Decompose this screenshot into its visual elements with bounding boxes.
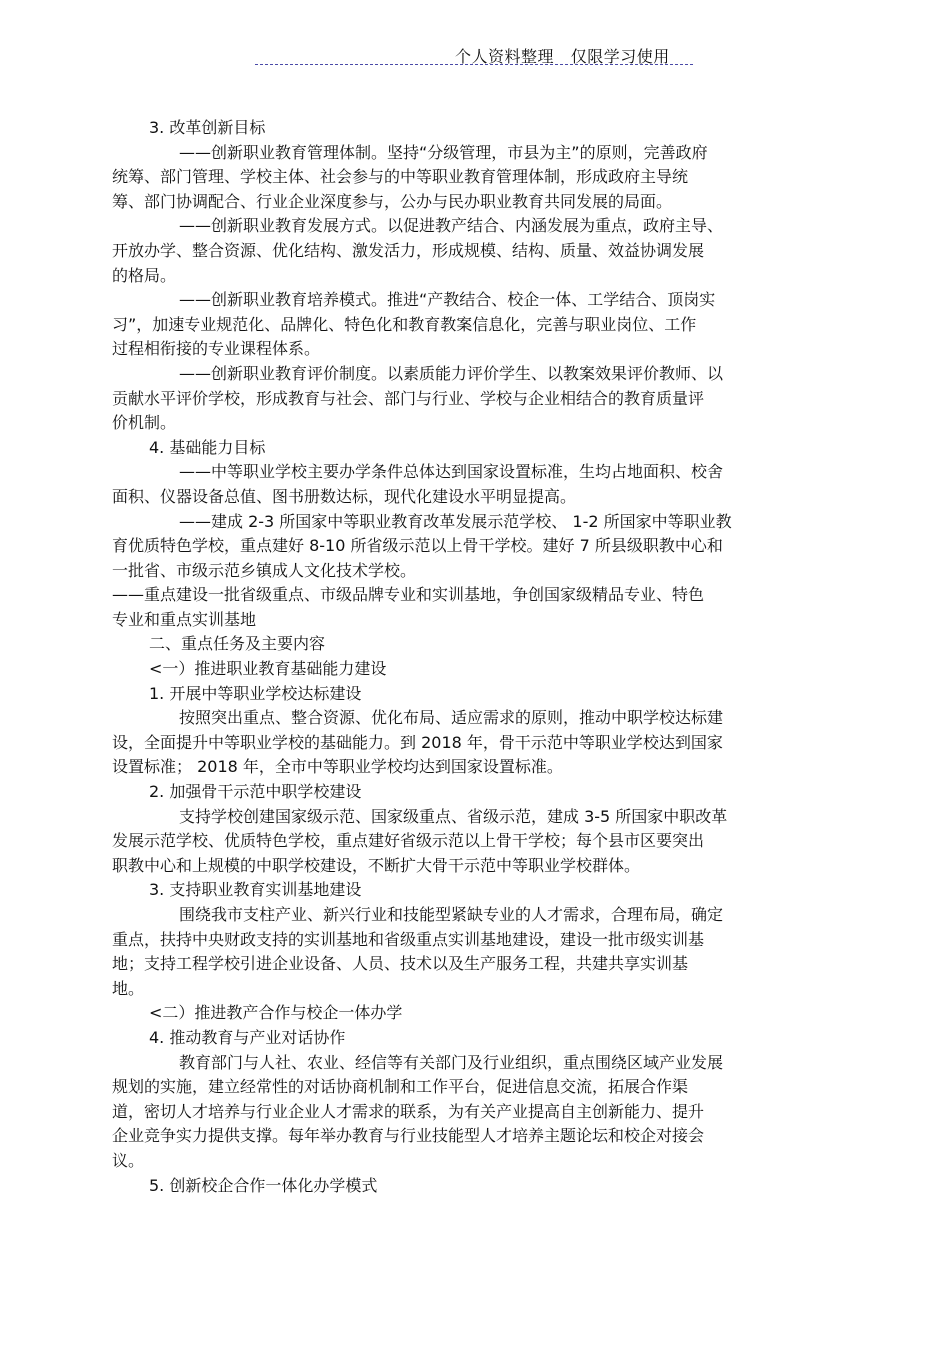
text-line: 过程相衔接的专业课程体系。 <box>112 339 321 359</box>
text-line: 规划的实施，建立经常性的对话协商机制和工作平台，促进信息交流，拓展合作渠 <box>112 1077 689 1097</box>
text-line: 的格局。 <box>112 265 177 285</box>
document-body <box>112 116 832 1198</box>
text-line: 道，密切人才培养与行业企业人才需求的联系，为有关产业提高自主创新能力、提升 <box>112 1101 705 1121</box>
text-line: ——创新职业教育评价制度。以素质能力评价学生、以教案效果评价教师、以 <box>179 363 724 383</box>
text-line: 地。 <box>112 978 145 998</box>
text-line: 育优质特色学校，重点建好 8-10 所省级示范以上骨干学校。建好 7 所县级职教中心和 <box>112 536 723 556</box>
text-line: ——中等职业学校主要办学条件总体达到国家设置标准，生均占地面积、校舍 <box>179 462 724 482</box>
text-line: <二）推进教产合作与校企一体办学 <box>149 1003 403 1023</box>
text-line: 价机制。 <box>112 413 177 433</box>
text-line: 2. 加强骨干示范中职学校建设 <box>149 782 362 802</box>
text-line: 设，全面提升中等职业学校的基础能力。到 2018 年，骨干示范中等职业学校达到国家 <box>112 732 723 752</box>
text-line: 地；支持工程学校引进企业设备、人员、技术以及生产服务工程，共建共享实训基 <box>112 954 689 974</box>
text-line: 面积、仪器设备总值、图书册数达标，现代化建设水平明显提高。 <box>112 486 577 506</box>
text-line: 支持学校创建国家级示范、国家级重点、省级示范，建成 3-5 所国家中职改革 <box>179 806 728 826</box>
text-line: 1. 开展中等职业学校达标建设 <box>149 683 362 703</box>
text-line: 3. 改革创新目标 <box>149 118 266 137</box>
text-line: 专业和重点实训基地 <box>112 609 257 629</box>
text-line: 按照突出重点、整合资源、优化布局、适应需求的原则，推动中职学校达标建 <box>179 708 724 728</box>
text-line: 习”，加速专业规范化、品牌化、特色化和教育教案信息化，完善与职业岗位、工作 <box>112 314 697 334</box>
text-line: ——创新职业教育发展方式。以促进教产结合、内涵发展为重点，政府主导、 <box>179 216 724 236</box>
text-line: 筹、部门协调配合、行业企业深度参与，公办与民办职业教育共同发展的局面。 <box>112 191 673 211</box>
text-line: 二、重点任务及主要内容 <box>149 634 326 654</box>
text-line: 围绕我市支柱产业、新兴行业和技能型紧缺专业的人才需求，合理布局，确定 <box>179 905 724 924</box>
text-line: 4. 基础能力目标 <box>149 437 266 457</box>
text-line: 发展示范学校、优质特色学校，重点建好省级示范以上骨干学校；每个县市区要突出 <box>112 831 705 851</box>
text-line: 设置标准； 2018 年，全市中等职业学校均达到国家设置标准。 <box>112 757 563 777</box>
text-line: 4. 推动教育与产业对话协作 <box>149 1027 346 1047</box>
text-line: 重点，扶持中央财政支持的实训基地和省级重点实训基地建设，建设一批市级实训基 <box>112 929 705 949</box>
text-line: 统筹、部门管理、学校主体、社会参与的中等职业教育管理体制，形成政府主导统 <box>112 167 689 187</box>
header-divider <box>255 64 693 65</box>
text-line: ——创新职业教育培养模式。推进“产教结合、校企一体、工学结合、顶岗实 <box>179 290 716 310</box>
text-line: 贡献水平评价学校，形成教育与社会、部门与行业、学校与企业相结合的教育质量评 <box>112 388 705 408</box>
text-line: 议。 <box>112 1150 145 1170</box>
page-header: 个人资料整理 仅限学习使用 <box>455 47 670 66</box>
text-line: ——创新职业教育管理体制。坚持“分级管理，市县为主”的原则，完善政府 <box>179 142 708 162</box>
text-line: 开放办学、整合资源、优化结构、激发活力，形成规模、结构、质量、效益协调发展 <box>112 240 705 260</box>
text-line: <一）推进职业教育基础能力建设 <box>149 659 387 679</box>
text-line: ——重点建设一批省级重点、市级品牌专业和实训基地，争创国家级精品专业、特色 <box>112 585 705 605</box>
text-line: 一批省、市级示范乡镇成人文化技术学校。 <box>112 560 417 580</box>
text-line: 5. 创新校企合作一体化办学模式 <box>149 1175 378 1195</box>
text-line: ——建成 2-3 所国家中等职业教育改革发展示范学校、 1-2 所国家中等职业教 <box>179 511 732 531</box>
text-line: 3. 支持职业教育实训基地建设 <box>149 880 362 900</box>
text-line: 职教中心和上规模的中职学校建设，不断扩大骨干示范中等职业学校群体。 <box>112 855 641 875</box>
text-line: 教育部门与人社、农业、经信等有关部门及行业组织，重点围绕区域产业发展 <box>179 1052 724 1072</box>
text-line: 企业竞争实力提供支撑。每年举办教育与行业技能型人才培养主题论坛和校企对接会 <box>112 1126 705 1146</box>
